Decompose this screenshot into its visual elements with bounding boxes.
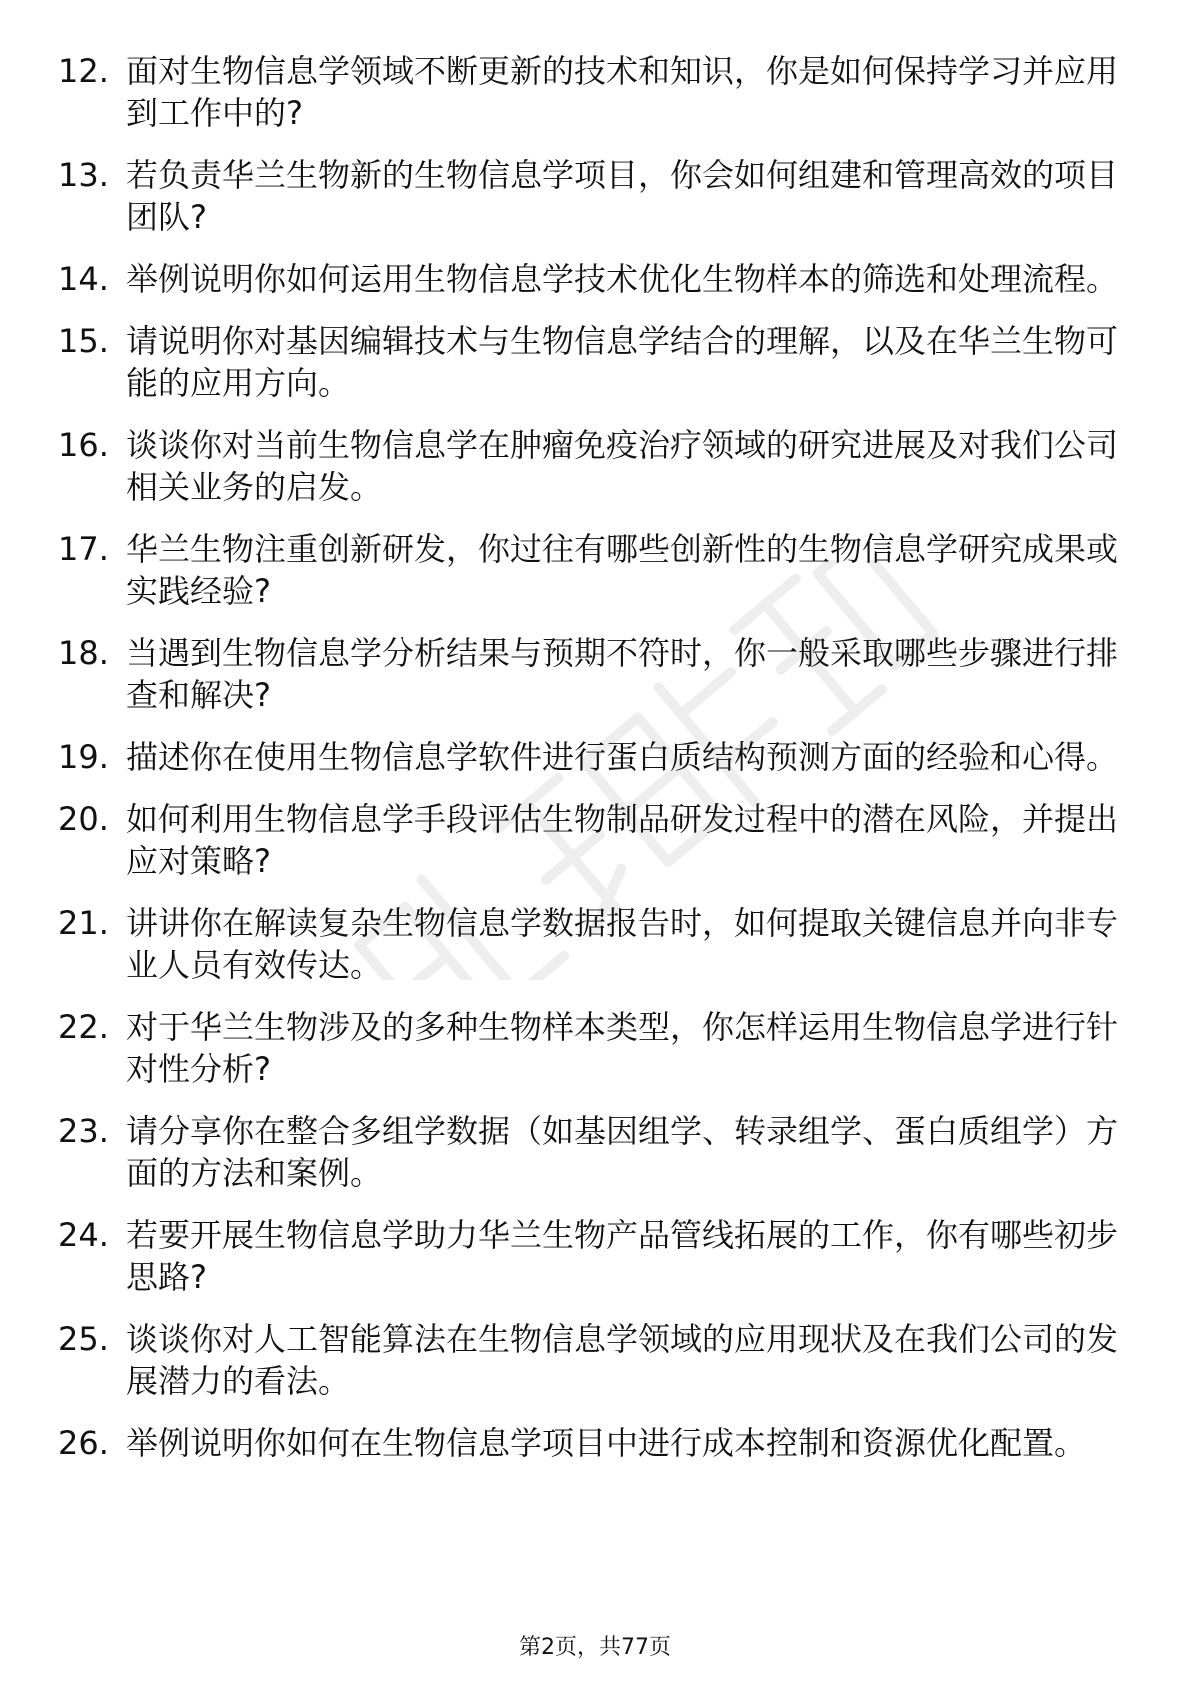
question-number: 19. [58,738,109,776]
question-item [58,902,1118,986]
question-item [58,154,1118,238]
question-text: 面对生物信息学领域不断更新的技术和知识，你是如何保持学习并应用到工作中的? [126,52,1119,132]
question-number: 18. [58,634,109,672]
question-item [58,1110,1118,1194]
question-item [58,1318,1118,1402]
question-text: 谈谈你对人工智能算法在生物信息学领域的应用现状及在我们公司的发展潜力的看法。 [126,1320,1119,1400]
question-item [58,632,1118,716]
question-text: 如何利用生物信息学手段评估生物制品研发过程中的潜在风险，并提出应对策略? [126,800,1119,880]
page-number: 第2页，共77页 [519,1635,671,1660]
question-number: 21. [58,904,109,942]
question-number: 14. [58,260,109,298]
question-number: 20. [58,800,109,838]
question-item [58,1214,1118,1298]
question-number: 26. [58,1424,109,1462]
question-item [58,1006,1118,1090]
question-item [58,798,1118,882]
question-text: 对于华兰生物涉及的多种生物样本类型，你怎样运用生物信息学进行针对性分析? [126,1008,1119,1088]
question-number: 17. [58,530,109,568]
question-text: 请说明你对基因编辑技术与生物信息学结合的理解，以及在华兰生物可能的应用方向。 [126,322,1119,402]
question-number: 16. [58,426,109,464]
question-text: 若负责华兰生物新的生物信息学项目，你会如何组建和管理高效的项目团队? [126,156,1119,236]
question-text: 讲讲你在解读复杂生物信息学数据报告时，如何提取关键信息并向非专业人员有效传达。 [126,904,1119,984]
question-item [58,528,1118,612]
question-number: 12. [58,52,109,90]
question-text: 请分享你在整合多组学数据（如基因组学、转录组学、蛋白质组学）方面的方法和案例。 [126,1112,1119,1192]
question-item [58,1422,1118,1464]
question-number: 22. [58,1008,109,1046]
question-text: 举例说明你如何运用生物信息学技术优化生物样本的筛选和处理流程。 [126,260,1119,298]
question-text: 谈谈你对当前生物信息学在肿瘤免疫治疗领域的研究进展及对我们公司相关业务的启发。 [126,426,1119,506]
question-text: 举例说明你如何在生物信息学项目中进行成本控制和资源优化配置。 [126,1424,1087,1462]
question-number: 15. [58,322,109,360]
question-text: 当遇到生物信息学分析结果与预期不符时，你一般采取哪些步骤进行排查和解决? [126,634,1119,714]
question-list [58,50,1118,1484]
question-number: 24. [58,1216,109,1254]
question-text: 描述你在使用生物信息学软件进行蛋白质结构预测方面的经验和心得。 [126,738,1119,776]
question-number: 13. [58,156,109,194]
question-number: 25. [58,1320,109,1358]
question-item [58,50,1118,134]
question-text: 华兰生物注重创新研发，你过往有哪些创新性的生物信息学研究成果或实践经验? [126,530,1119,610]
question-item [58,736,1118,778]
question-number: 23. [58,1112,109,1150]
question-item [58,320,1118,404]
question-item [58,424,1118,508]
question-text: 若要开展生物信息学助力华兰生物产品管线拓展的工作，你有哪些初步思路? [126,1216,1119,1296]
question-item [58,258,1118,300]
